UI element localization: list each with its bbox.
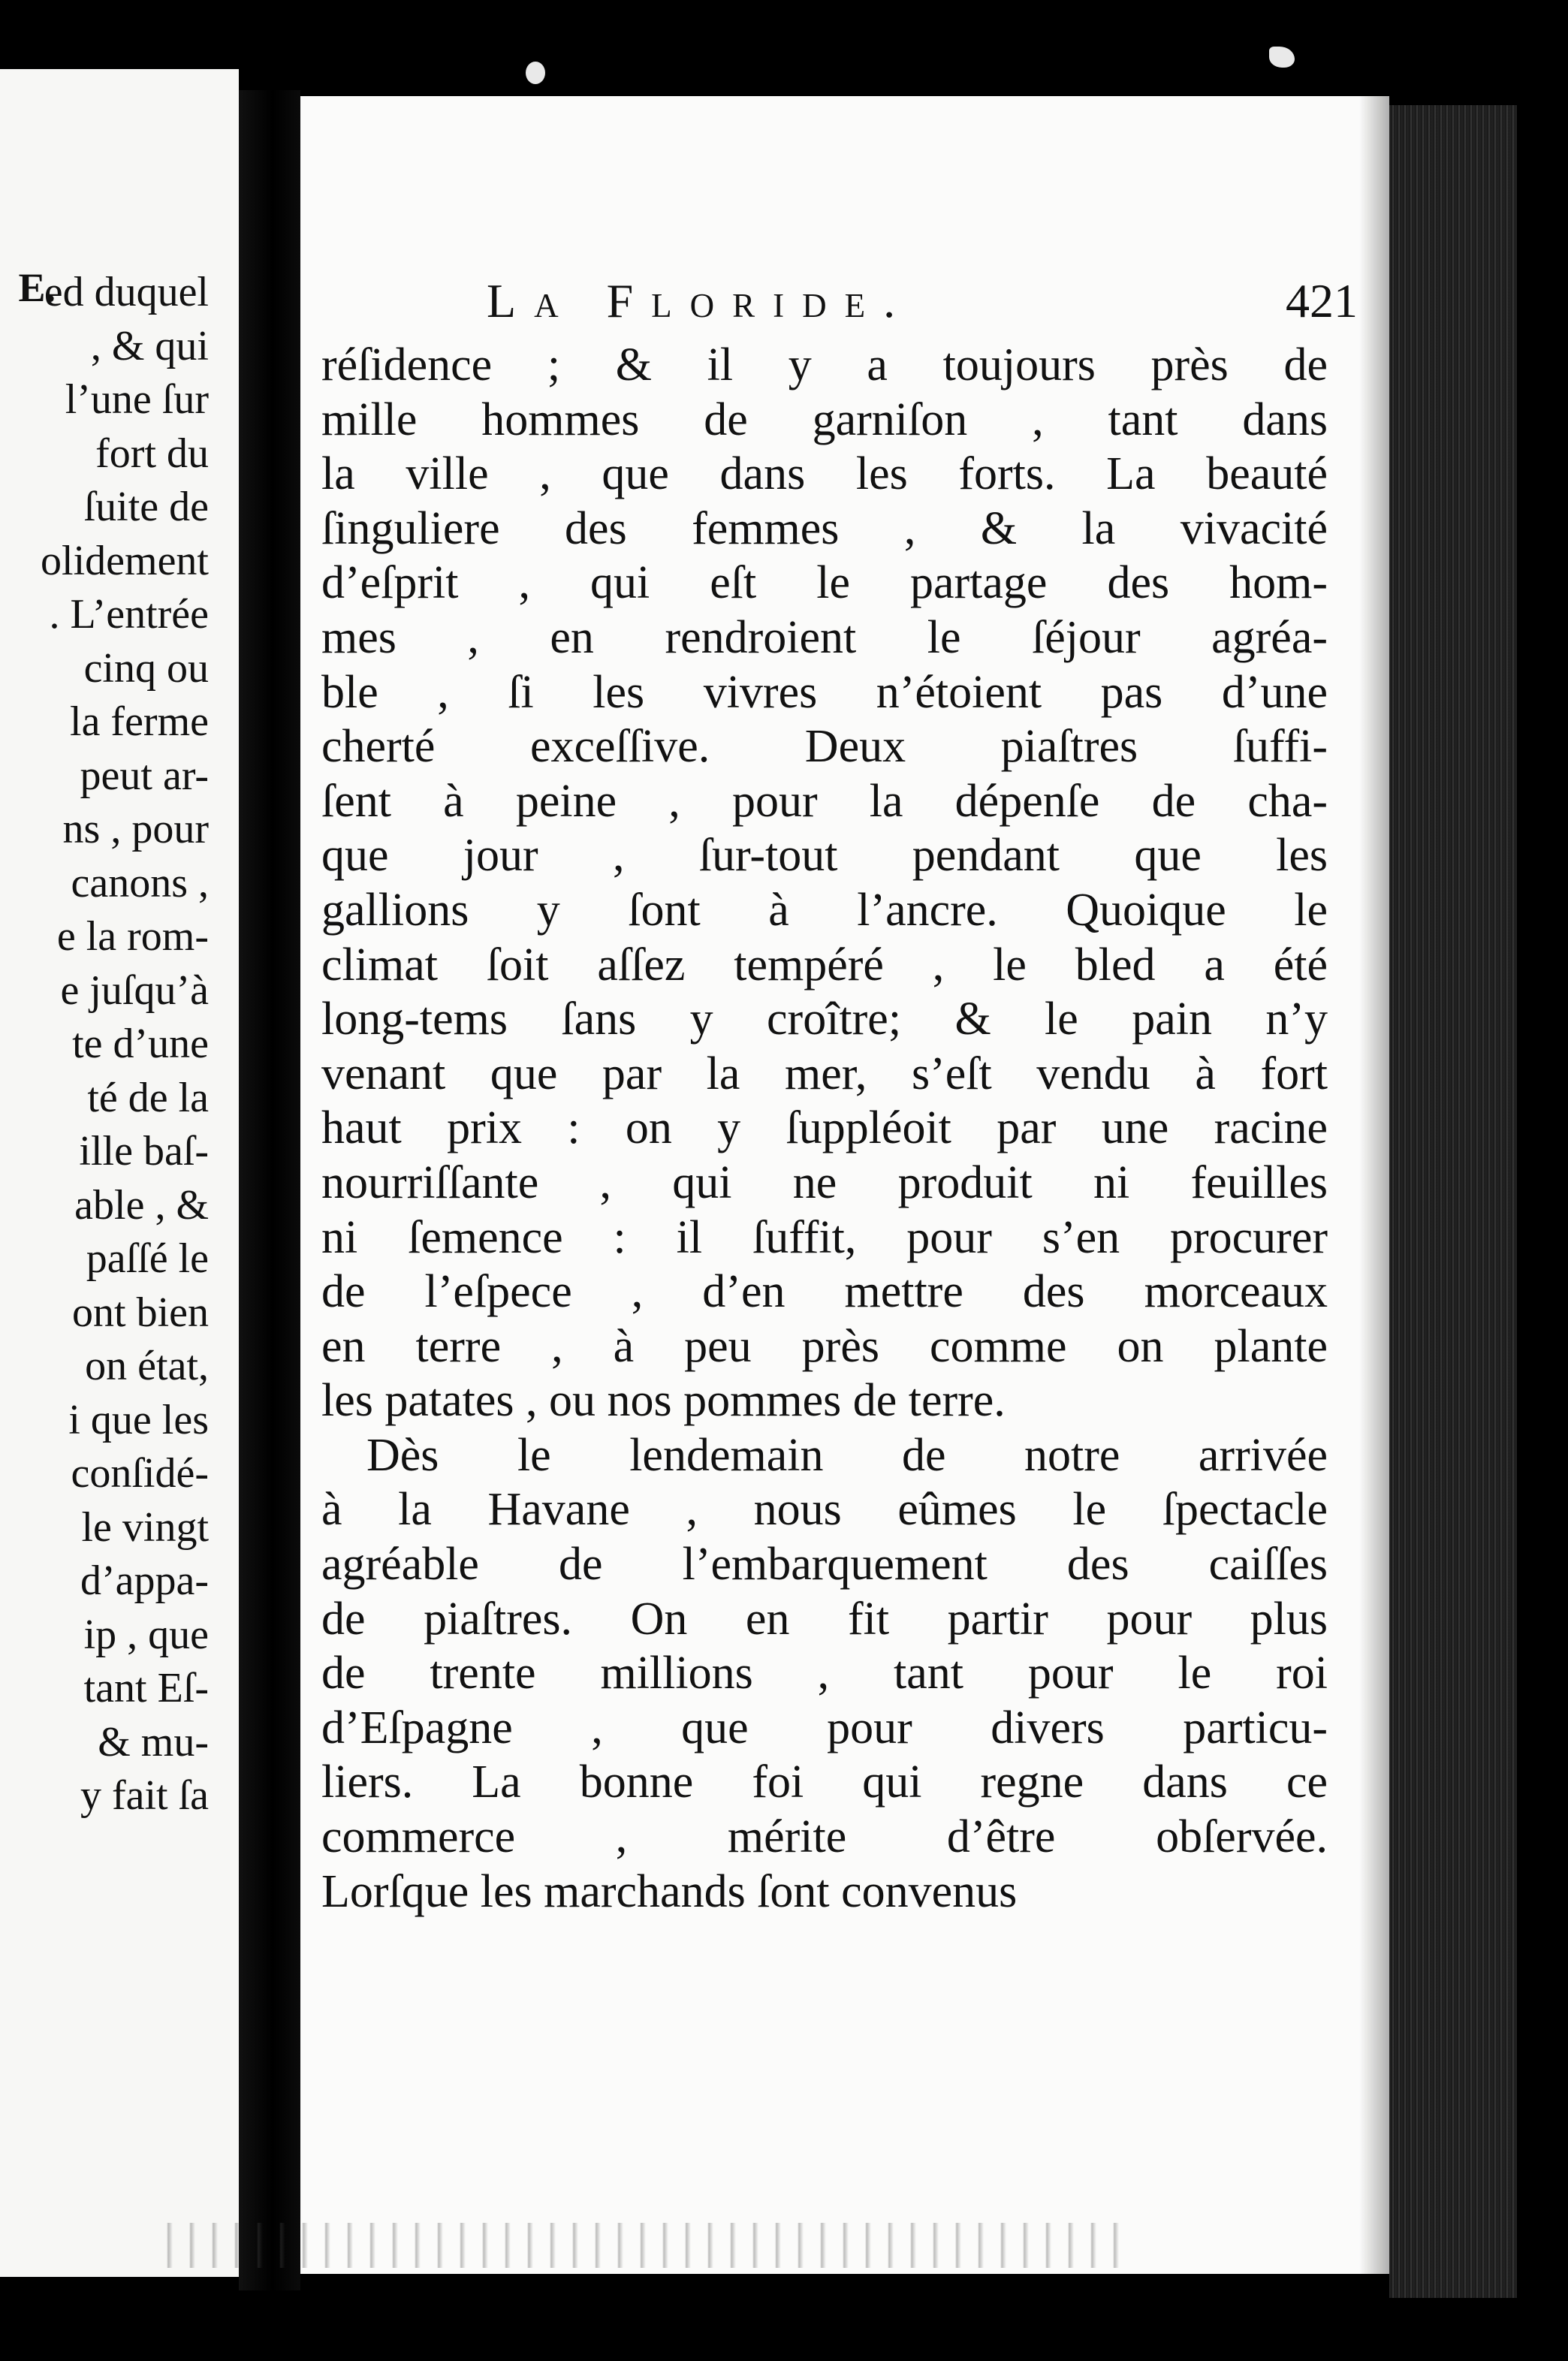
body-text-line: Dès le lendemain de notre arrivée <box>366 1429 1328 1481</box>
left-text-line: , & qui <box>90 322 209 369</box>
left-page <box>0 69 239 2277</box>
running-title: La Floride. <box>487 274 914 327</box>
left-text-line: ſuite de <box>83 484 209 530</box>
left-text-line: tant Eſ- <box>83 1665 209 1711</box>
left-text-line: ns , pour <box>62 806 209 852</box>
left-text-line: y fait ſa <box>80 1772 209 1819</box>
left-text-line: on état, <box>85 1343 209 1389</box>
body-text-line: venant que par la mer, s’eſt vendu à fort <box>321 1048 1328 1099</box>
body-text-line: ble , ſi les vivres n’étoient pas d’une <box>321 666 1328 718</box>
left-text-line: té de la <box>87 1074 209 1121</box>
body-text <box>321 338 1328 1919</box>
left-text-line: . L’entrée <box>49 591 209 638</box>
left-text-line: conſidé- <box>71 1450 209 1497</box>
body-text-line: Lorſque les marchands ſont convenus <box>321 1865 1018 1917</box>
body-text-line: liers. La bonne foi qui regne dans ce <box>321 1756 1328 1808</box>
left-text-line: ed duquel <box>44 269 209 315</box>
right-page <box>300 96 1389 2274</box>
left-text-line: e la rom- <box>56 913 209 960</box>
left-text-line: la ferme <box>70 698 209 745</box>
page-header <box>487 273 1358 333</box>
left-page-text <box>0 266 209 1823</box>
body-text-line: long-tems ſans y croître; & le pain n’y <box>321 994 1328 1045</box>
body-text-line: mes , en rendroient le ſéjour agréa- <box>321 611 1328 663</box>
left-text-line: e juſqu’à <box>60 966 209 1014</box>
left-text-line: l’une ſur <box>65 376 209 423</box>
left-text-line: cinq ou <box>83 644 209 692</box>
left-text-line: i que les <box>68 1396 209 1443</box>
page-number: 421 <box>1286 274 1358 327</box>
left-text-line: fort du <box>95 430 209 477</box>
left-text-line: canons , <box>71 859 209 906</box>
body-text-line: nourriſſante , qui ne produit ni feuilles <box>321 1156 1328 1208</box>
left-text-line: peut ar- <box>80 752 209 799</box>
left-text-line: te d’une <box>72 1021 209 1067</box>
body-text-line: de piaſtres. On en fit partir pour plus <box>321 1593 1328 1645</box>
left-running-title-fragment: E. <box>18 265 56 310</box>
body-text-line: ſent à peine , pour la dépenſe de cha- <box>321 775 1328 827</box>
page-fore-edge <box>1389 105 1517 2298</box>
scan-speck <box>526 62 545 84</box>
body-text-line: commerce , mérite d’être obſervée. <box>321 1811 1328 1863</box>
body-text-line: réſidence ; & il y a toujours près de <box>321 339 1328 390</box>
body-text-line: à la Havane , nous eûmes le ſpectacle <box>321 1484 1328 1536</box>
body-text-line: ni ſemence : il ſuffit, pour s’en procurer <box>321 1211 1328 1263</box>
body-text-line: climat ſoit aſſez tempéré , le bled a été <box>321 939 1328 991</box>
body-text-line: les patates , ou nos pommes de terre. <box>321 1375 1006 1427</box>
body-text-line: mille hommes de garniſon , tant dans <box>321 394 1328 445</box>
left-text-line: ille baſ- <box>79 1128 209 1174</box>
body-text-line: d’eſprit , qui eſt le partage des hom- <box>321 557 1328 609</box>
left-text-line: le vingt <box>81 1503 209 1551</box>
body-text-line: cherté exceſſive. Deux piaſtres ſuffi- <box>321 721 1328 773</box>
body-text-line: que jour , ſur-tout pendant que les <box>321 830 1328 882</box>
left-text-line: ont bien <box>72 1289 209 1336</box>
left-text-line: d’appa- <box>80 1557 209 1604</box>
body-text-line: en terre , à peu près comme on plante <box>321 1320 1328 1372</box>
body-text-line: de l’eſpece , d’en mettre des morceaux <box>321 1266 1328 1318</box>
left-text-line: ip , que <box>83 1611 209 1658</box>
body-text-line: de trente millions , tant pour le roi <box>321 1648 1328 1699</box>
body-text-line: agréable de l’embarquement des caiſſes <box>321 1539 1328 1591</box>
book-gutter <box>239 90 300 2290</box>
body-text-line: gallions y ſont à l’ancre. Quoique le <box>321 884 1328 936</box>
left-text-line: olidement <box>41 537 209 584</box>
left-text-line: able , & <box>74 1181 209 1229</box>
left-text-line: paſſé le <box>86 1235 209 1282</box>
bottom-smudges <box>150 2223 1126 2268</box>
body-text-line: la ville , que dans les forts. La beauté <box>321 448 1328 500</box>
body-text-line: d’Eſpagne , que pour divers particu- <box>321 1702 1328 1753</box>
scan-speck <box>1269 47 1295 68</box>
body-text-line: ſinguliere des femmes , & la vivacité <box>321 502 1328 554</box>
left-text-line: & mu- <box>98 1718 209 1765</box>
body-text-line: haut prix : on y ſuppléoit par une racine <box>321 1102 1328 1154</box>
